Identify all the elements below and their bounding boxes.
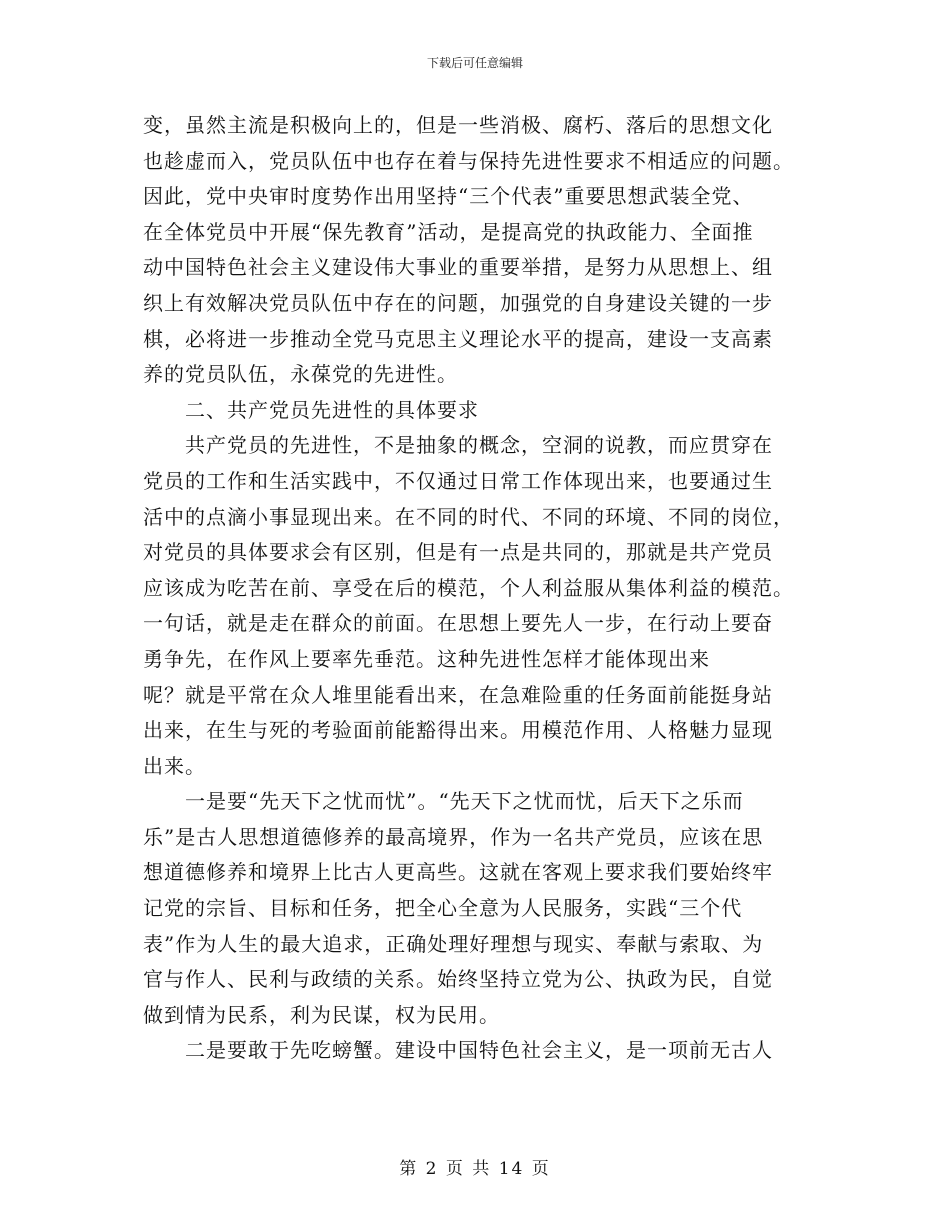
section-heading: 二、共产党员先进性的具体要求	[185, 397, 479, 422]
text-line: 养的党员队伍，永葆党的先进性。	[143, 362, 458, 387]
text-line: 对党员的具体要求会有区别，但是有一点是共同的，那就是共产党员	[143, 540, 773, 565]
text-line: 棋，必将进一步推动全党马克思主义理论水平的提高，建设一支高素	[143, 326, 773, 351]
text-line: 一句话，就是走在群众的前面。在思想上要先人一步，在行动上要奋	[143, 611, 773, 636]
text-line: 记党的宗旨、目标和任务，把全心全意为人民服务，实践“三个代	[143, 896, 743, 921]
text-line: 呢？就是平常在众人堆里能看出来，在急难险重的任务面前能挺身站	[143, 682, 773, 707]
text-line: 织上有效解决党员队伍中存在的问题，加强党的自身建设关键的一步	[143, 290, 773, 315]
document-body	[143, 108, 803, 1069]
text-line: 也趁虚而入，党员队伍中也存在着与保持先进性要求不相适应的问题。	[143, 148, 794, 173]
text-line: 共产党员的先进性，不是抽象的概念，空洞的说教，而应贯穿在	[185, 433, 773, 458]
text-line: 出来，在生与死的考验面前能豁得出来。用模范作用、人格魅力显现	[143, 718, 773, 743]
text-line: 勇争先，在作风上要率先垂范。这种先进性怎样才能体现出来	[143, 646, 710, 671]
text-line: 二是要敢于先吃螃蟹。建设中国特色社会主义，是一项前无古人	[185, 1038, 773, 1063]
text-line: 党员的工作和生活实践中，不仅通过日常工作体现出来，也要通过生	[143, 468, 773, 493]
text-line: 乐”是古人思想道德修养的最高境界，作为一名共产党员，应该在思	[143, 824, 764, 849]
text-line: 想道德修养和境界上比古人更高些。这就在客观上要求我们要始终牢	[143, 860, 773, 885]
text-line: 官与作人、民利与政绩的关系。始终坚持立党为公、执政为民，自觉	[143, 967, 773, 992]
text-line: 动中国特色社会主义建设伟大事业的重要举措，是努力从思想上、组	[143, 255, 773, 280]
text-line: 因此，党中央审时度势作出用坚持“三个代表”重要思想武装全党、	[143, 184, 754, 209]
text-line: 一是要“先天下之忧而忧”。“先天下之忧而忧，后天下之乐而	[185, 789, 744, 814]
text-line: 活中的点滴小事显现出来。在不同的时代、不同的环境、不同的岗位，	[143, 504, 794, 529]
text-line: 应该成为吃苦在前、享受在后的模范，个人利益服从集体利益的模范。	[143, 575, 794, 600]
text-line: 表”作为人生的最大追求，正确处理好理想与现实、奉献与索取、为	[143, 931, 764, 956]
page-header: 下载后可任意编辑	[426, 56, 523, 70]
text-line: 出来。	[143, 753, 206, 778]
page-footer: 第 2 页 共 14 页	[399, 1159, 551, 1179]
text-line: 做到情为民系，利为民谋，权为民用。	[143, 1002, 500, 1027]
text-line: 在全体党员中开展“保先教育”活动，是提高党的执政能力、全面推	[143, 219, 754, 244]
text-line: 变，虽然主流是积极向上的，但是一些消极、腐朽、落后的思想文化	[143, 113, 773, 137]
